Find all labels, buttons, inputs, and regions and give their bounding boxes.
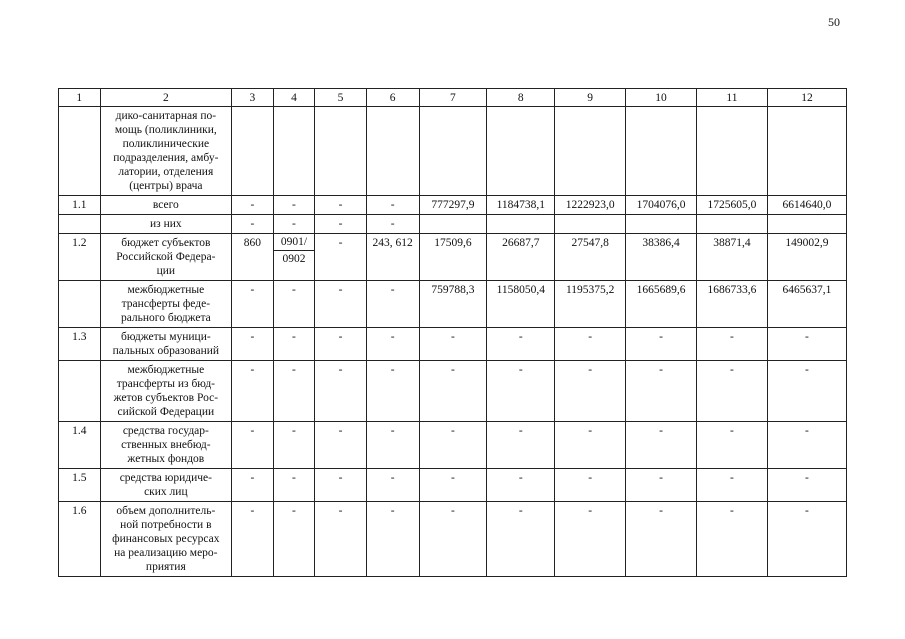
col-8-value: 1158050,4 xyxy=(487,281,555,328)
col-11-value: - xyxy=(697,422,768,469)
row-number-cell: 1.5 xyxy=(59,469,101,502)
column-number-cell: 11 xyxy=(697,89,768,107)
col-7-value: - xyxy=(419,469,487,502)
col-11-value: 1725605,0 xyxy=(697,196,768,215)
col-3-cell xyxy=(232,107,274,196)
row-description-cell xyxy=(100,422,232,469)
description-line: Российской Федера- xyxy=(116,251,216,263)
description-line: средства юридиче- xyxy=(119,472,212,484)
col-7-value: 777297,9 xyxy=(419,196,487,215)
col-5-cell: - xyxy=(315,196,367,215)
page-number: 50 xyxy=(828,15,840,29)
col-4-cell: - xyxy=(273,196,315,215)
row-number-cell xyxy=(59,361,101,422)
col-11-value: 1686733,6 xyxy=(697,281,768,328)
col-10-value: 1704076,0 xyxy=(626,196,697,215)
column-number-cell: 2 xyxy=(100,89,232,107)
col-4-cell: - xyxy=(273,422,315,469)
col-10-value: - xyxy=(626,361,697,422)
description-line: трансферты феде- xyxy=(121,298,211,310)
col-6-cell: - xyxy=(366,502,419,577)
description-line: финансовых ресурсах xyxy=(112,533,220,545)
row-description-cell xyxy=(100,281,232,328)
description-line: межбюджетные xyxy=(127,284,205,296)
col-9-value xyxy=(555,107,626,196)
col-9-value: 1195375,2 xyxy=(555,281,626,328)
col-6-cell: 243, 612 xyxy=(366,234,419,281)
description-line: сийской Федерации xyxy=(117,406,215,418)
table-row xyxy=(59,361,847,422)
col-4-cell: - xyxy=(273,281,315,328)
column-number-cell: 4 xyxy=(273,89,315,107)
description-line: межбюджетные xyxy=(127,364,205,376)
column-number-cell: 8 xyxy=(487,89,555,107)
col-12-value xyxy=(767,107,846,196)
col-4-cell: - xyxy=(273,328,315,361)
description-line: средства государ- xyxy=(122,425,209,437)
col-9-value: - xyxy=(555,328,626,361)
col-4-cell: - xyxy=(273,361,315,422)
table-row xyxy=(59,502,847,577)
table-row xyxy=(59,107,847,196)
col-5-cell: - xyxy=(315,469,367,502)
col-3-cell: - xyxy=(232,215,274,234)
description-line: ских лиц xyxy=(144,486,188,498)
col-8-value: - xyxy=(487,502,555,577)
table-row xyxy=(59,196,847,215)
description-line: ственных внебюд- xyxy=(121,439,211,451)
col-11-value: - xyxy=(697,361,768,422)
row-number-cell xyxy=(59,215,101,234)
col-10-value: 38386,4 xyxy=(626,234,697,281)
description-line: бюджет субъектов xyxy=(121,237,211,249)
budget-table xyxy=(58,88,847,577)
col-9-value: 1222923,0 xyxy=(555,196,626,215)
col-11-value xyxy=(697,107,768,196)
row-number-cell: 1.1 xyxy=(59,196,101,215)
description-line: ции xyxy=(156,265,176,277)
col-5-cell: - xyxy=(315,215,367,234)
description-line: рального бюджета xyxy=(120,312,211,324)
col-9-value: - xyxy=(555,361,626,422)
row-number-cell: 1.2 xyxy=(59,234,101,281)
col-4-cell xyxy=(273,107,315,196)
column-number-cell: 9 xyxy=(555,89,626,107)
col-8-value: 26687,7 xyxy=(487,234,555,281)
description-line: жетных фондов xyxy=(127,453,205,465)
col-6-cell: - xyxy=(366,281,419,328)
table-row xyxy=(59,328,847,361)
column-number-cell: 12 xyxy=(767,89,846,107)
col-10-value: 1665689,6 xyxy=(626,281,697,328)
col-10-value: - xyxy=(626,502,697,577)
column-number-cell: 7 xyxy=(419,89,487,107)
col-8-value: 1184738,1 xyxy=(487,196,555,215)
col-8-value xyxy=(487,215,555,234)
description-line: мощь (поликлиники, xyxy=(114,124,217,136)
col-4-cell: - xyxy=(273,469,315,502)
col-12-value: - xyxy=(767,469,846,502)
col-12-value: - xyxy=(767,422,846,469)
col-8-value: - xyxy=(487,422,555,469)
col-7-value: 17509,6 xyxy=(419,234,487,281)
col-6-cell: - xyxy=(366,196,419,215)
col-3-cell: - xyxy=(232,196,274,215)
table-row xyxy=(59,234,847,281)
col-11-value xyxy=(697,215,768,234)
row-description-cell xyxy=(100,469,232,502)
col-7-value: - xyxy=(419,328,487,361)
col-8-value: - xyxy=(487,469,555,502)
col-5-cell: - xyxy=(315,234,367,281)
col-3-cell: - xyxy=(232,502,274,577)
description-line: (центры) врача xyxy=(129,180,203,192)
table-row xyxy=(59,281,847,328)
col-12-value: - xyxy=(767,361,846,422)
col-7-value xyxy=(419,107,487,196)
col-9-value: - xyxy=(555,469,626,502)
description-line: трансферты из бюд- xyxy=(116,378,215,390)
description-line: латории, отделения xyxy=(118,166,214,178)
description-line: бюджеты муници- xyxy=(120,331,211,343)
description-line: пальных образований xyxy=(112,345,220,357)
column-number-cell: 1 xyxy=(59,89,101,107)
col-4-cell xyxy=(273,234,315,281)
col-8-value: - xyxy=(487,361,555,422)
col-5-cell: - xyxy=(315,328,367,361)
col-3-cell: - xyxy=(232,281,274,328)
description-line: объем дополнитель- xyxy=(116,505,216,517)
row-description-cell xyxy=(100,234,232,281)
description-line: подразделения, амбу- xyxy=(113,152,219,164)
col-7-value: - xyxy=(419,422,487,469)
col-3-cell: - xyxy=(232,422,274,469)
column-number-cell: 5 xyxy=(315,89,367,107)
col-6-cell: - xyxy=(366,422,419,469)
col-4-code-bottom: 0902 xyxy=(282,253,306,265)
col-12-value xyxy=(767,215,846,234)
col-3-cell: - xyxy=(232,328,274,361)
col-5-cell: - xyxy=(315,281,367,328)
col-9-value: - xyxy=(555,422,626,469)
col-11-value: - xyxy=(697,469,768,502)
col-12-value: 6465637,1 xyxy=(767,281,846,328)
col-8-value xyxy=(487,107,555,196)
col-4-cell: - xyxy=(273,502,315,577)
col-11-value: - xyxy=(697,502,768,577)
col-5-cell xyxy=(315,107,367,196)
col-6-cell xyxy=(366,107,419,196)
description-line: на реализацию меро- xyxy=(114,547,218,559)
col-9-value xyxy=(555,215,626,234)
row-number-cell: 1.4 xyxy=(59,422,101,469)
col-9-value: 27547,8 xyxy=(555,234,626,281)
col-9-value: - xyxy=(555,502,626,577)
column-number-cell: 3 xyxy=(232,89,274,107)
col-6-cell: - xyxy=(366,469,419,502)
description-line: из них xyxy=(150,218,182,230)
table-body xyxy=(59,89,847,577)
col-8-value: - xyxy=(487,328,555,361)
row-number-cell xyxy=(59,281,101,328)
row-description-cell xyxy=(100,196,232,215)
row-description-cell xyxy=(100,361,232,422)
column-number-cell: 6 xyxy=(366,89,419,107)
row-number-cell: 1.6 xyxy=(59,502,101,577)
row-description-cell xyxy=(100,215,232,234)
col-10-value: - xyxy=(626,422,697,469)
col-10-value xyxy=(626,107,697,196)
col-4-cell: - xyxy=(273,215,315,234)
col-5-cell: - xyxy=(315,422,367,469)
row-description-cell xyxy=(100,107,232,196)
description-line: дико-санитарная по- xyxy=(115,110,217,122)
description-line: приятия xyxy=(145,561,186,573)
col-6-cell: - xyxy=(366,215,419,234)
col-6-cell: - xyxy=(366,361,419,422)
col-7-value: - xyxy=(419,361,487,422)
column-number-row xyxy=(59,89,847,107)
col-12-value: 149002,9 xyxy=(767,234,846,281)
row-number-cell xyxy=(59,107,101,196)
description-line: поликлинические xyxy=(122,138,210,150)
col-5-cell: - xyxy=(315,361,367,422)
description-line: ной потребности в xyxy=(120,519,212,531)
col-6-cell: - xyxy=(366,328,419,361)
col-7-value xyxy=(419,215,487,234)
col-7-value: 759788,3 xyxy=(419,281,487,328)
col-4-code-top: 0901/ xyxy=(274,234,315,251)
col-11-value: - xyxy=(697,328,768,361)
description-line: всего xyxy=(152,199,179,211)
col-12-value: - xyxy=(767,502,846,577)
col-3-cell: - xyxy=(232,469,274,502)
table-row xyxy=(59,469,847,502)
col-10-value: - xyxy=(626,469,697,502)
col-12-value: 6614640,0 xyxy=(767,196,846,215)
row-description-cell xyxy=(100,328,232,361)
col-12-value: - xyxy=(767,328,846,361)
table-row xyxy=(59,422,847,469)
col-7-value: - xyxy=(419,502,487,577)
col-10-value xyxy=(626,215,697,234)
col-5-cell: - xyxy=(315,502,367,577)
col-10-value: - xyxy=(626,328,697,361)
table-row xyxy=(59,215,847,234)
col-3-cell: - xyxy=(232,361,274,422)
column-number-cell: 10 xyxy=(626,89,697,107)
row-number-cell: 1.3 xyxy=(59,328,101,361)
col-3-cell: 860 xyxy=(232,234,274,281)
row-description-cell xyxy=(100,502,232,577)
col-11-value: 38871,4 xyxy=(697,234,768,281)
description-line: жетов субъектов Рос- xyxy=(113,392,219,404)
